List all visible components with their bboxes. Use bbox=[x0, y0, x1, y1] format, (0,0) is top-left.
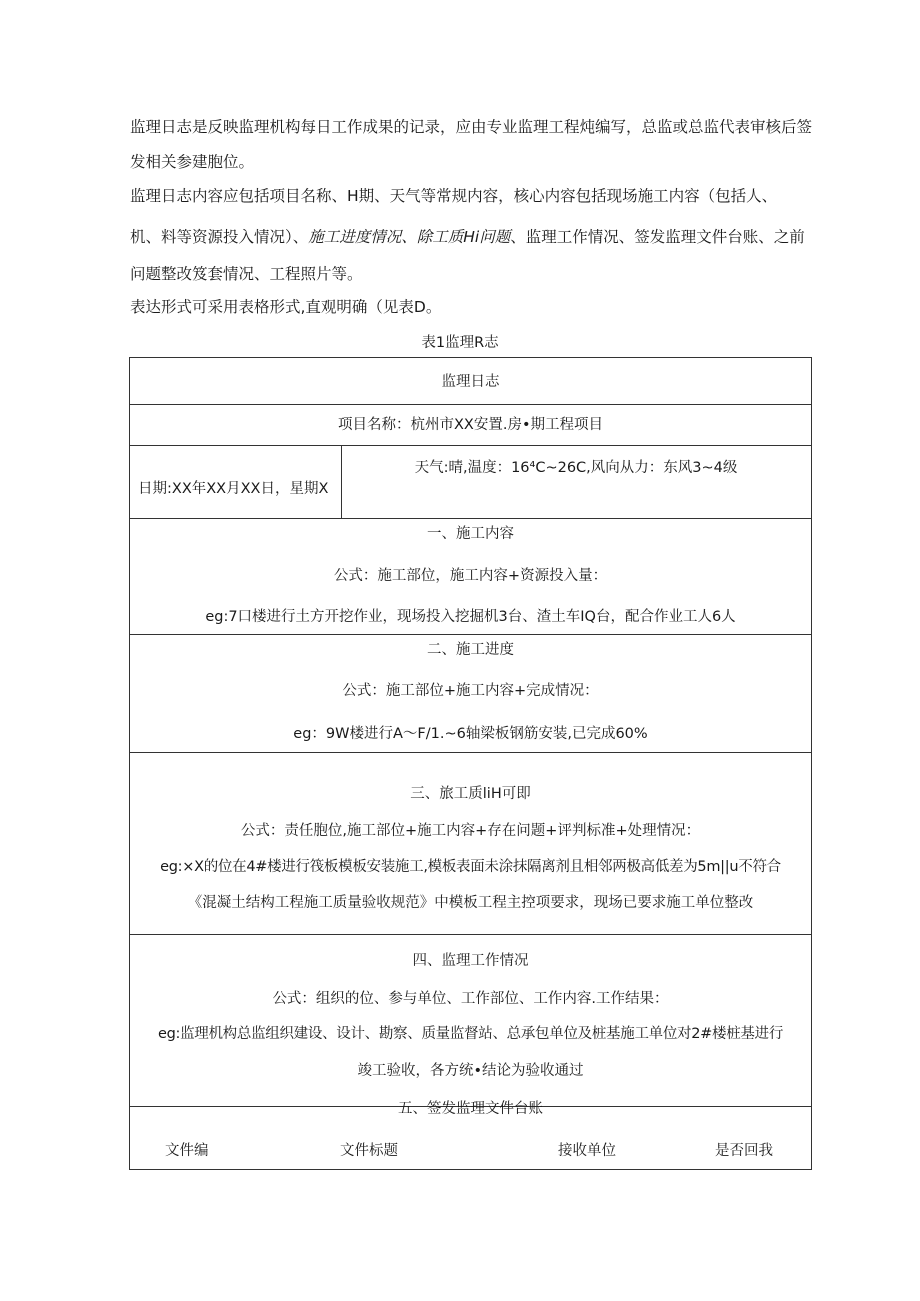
section-3-heading: 三、旅工质liH可即 bbox=[410, 786, 531, 802]
intro-paragraph-1-line-1: 监理日志是反映监理机构每日工作成果的记录，应由专业监理工程炖编写，总监或总监代表审核后签 bbox=[130, 118, 813, 136]
section-4-formula: 公式：组织的位、参与单位、工作部位、工作内容.工作结果： bbox=[272, 991, 669, 1007]
row-divider bbox=[130, 445, 811, 446]
column-header-returned: 是否回我 bbox=[715, 1143, 773, 1159]
section-3-example-line-1: eg:×X的位在4#楼进行筏板模板安装施工,模板表面未涂抹隔离剂且相邻两极高低差为5m||u不符合 bbox=[160, 859, 781, 875]
row-divider bbox=[130, 934, 811, 935]
column-header-receiving-unit: 接收单位 bbox=[558, 1143, 616, 1159]
row-divider bbox=[130, 752, 811, 753]
section-4-example-line-2: 竣工验收，各方统•结论为验收通过 bbox=[357, 1063, 584, 1079]
table-title: 监理日志 bbox=[441, 374, 500, 390]
supervision-text: 、监理工作情况、签发监理文件台账、之前 bbox=[510, 228, 805, 246]
section-3-formula: 公式：责任胞位,施工部位+施工内容+存在问题+评判标准+处理情况： bbox=[240, 823, 701, 839]
section-2-example: eg：9W楼进行A〜F/1.~6轴梁板钢筋安装,已完成60% bbox=[293, 726, 648, 742]
column-header-file-title: 文件标题 bbox=[340, 1143, 398, 1159]
section-2-formula: 公式：施工部位+施工内容+完成情况： bbox=[342, 683, 599, 699]
row-divider bbox=[130, 518, 811, 519]
resource-text: 机、料等资源投入情况）、 bbox=[130, 228, 309, 246]
section-5-heading: 五、签发监理文件台账 bbox=[398, 1101, 543, 1117]
table-caption: 表1监理R志 bbox=[421, 335, 499, 351]
intro-paragraph-2-line-2 bbox=[130, 225, 815, 249]
intro-paragraph-3: 表达形式可采用表格形式,直观明确（见表D。 bbox=[130, 298, 442, 316]
project-name: 项目名称：杭州市XX安置.房•期工程项目 bbox=[337, 417, 604, 433]
section-3-example-line-2: 《混凝土结构工程施工质量验收规范》中模板工程主控项要求，现场已要求施工单位整改 bbox=[187, 895, 754, 911]
section-1-formula: 公式：施工部位，施工内容+资源投入量： bbox=[333, 568, 608, 584]
italic-progress-quality-text: 施工进度情况、除工质Hi问题 bbox=[308, 228, 511, 246]
supervision-log-table bbox=[129, 357, 812, 1170]
section-1-example: eg:7口楼进行土方开挖作业，现场投入挖掘机3台、渣土车IQ台，配合作业工人6人 bbox=[205, 609, 736, 625]
section-1-heading: 一、施工内容 bbox=[427, 526, 514, 542]
row-divider bbox=[130, 404, 811, 405]
section-4-example-line-1: eg:监理机构总监组织建设、设计、勘察、质量监督站、总承包单位及桩基施工单位对2#楼桩基进行 bbox=[157, 1026, 784, 1042]
intro-paragraph-2-line-1: 监理日志内容应包括项目名称、H期、天气等常规内容，核心内容包括现场施工内容（包括人、 bbox=[130, 187, 778, 205]
column-divider bbox=[341, 445, 342, 518]
weather-info: 天气:晴,温度：16⁴C~26C,风向从力：东风3~4级 bbox=[414, 460, 738, 476]
log-date: 日期:XX年XX月XX日，星期X bbox=[138, 481, 329, 497]
row-divider bbox=[130, 634, 811, 635]
intro-paragraph-2-line-3: 问题整改笈套情况、工程照片等。 bbox=[130, 265, 363, 283]
column-header-file-number: 文件编 bbox=[165, 1143, 209, 1159]
intro-paragraph-1-line-2: 发相关参建胞位。 bbox=[130, 153, 255, 171]
section-2-heading: 二、施工进度 bbox=[427, 642, 514, 658]
section-4-heading: 四、监理工作情况 bbox=[412, 953, 529, 969]
